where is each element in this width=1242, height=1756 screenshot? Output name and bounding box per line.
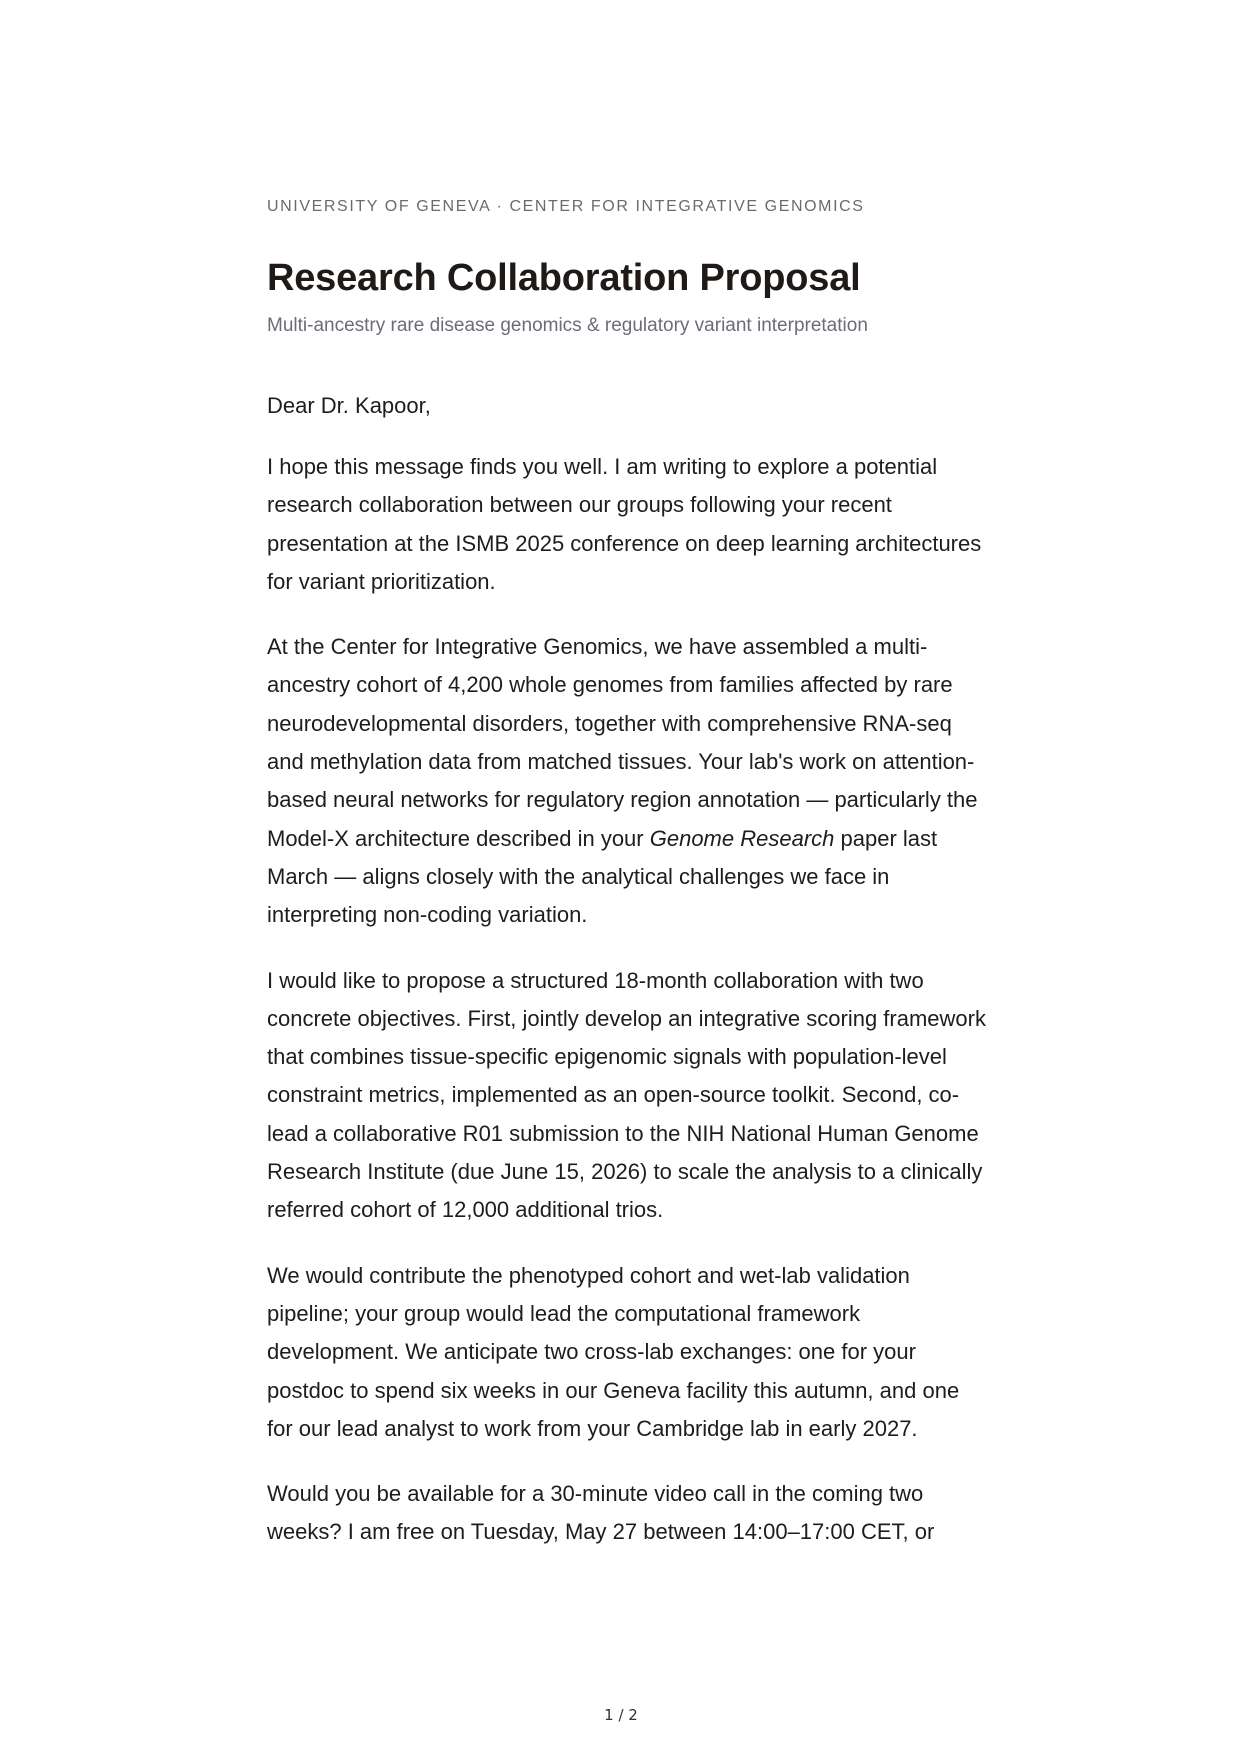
paragraph-intro: I hope this message finds you well. I am writing to explore a potential research collaboration between our groups following your recent presentation at the ISMB 2025 conference on deep learning architectures for variant prioritization. xyxy=(267,454,982,594)
salutation: Dear Dr. Kapoor, xyxy=(267,393,431,418)
paragraph-proposal: I would like to propose a structured 18-month collaboration with two concrete objectives. First, jointly develop an integrative scoring framework that combines tissue-specific epigenomic signals with population-level constraint metrics, implemented as an open-source toolkit. Second, co-lead a collaborative R01 submission to the NIH National Human Genome Research Institute (due June 15, 2026) to scale the analysis to a clinically referred cohort of 12,000 additional trios. xyxy=(267,967,986,1223)
document-title: Research Collaboration Proposal xyxy=(267,257,861,299)
paragraph-contributions: We would contribute the phenotyped cohort and wet-lab validation pipeline; your group would lead the computational framework development. We anticipate two cross-lab exchanges: one for your postdoc to spend six weeks in our Geneva facility this autumn, and one for our lead analyst to work from your Cambridge lab in early 2027. xyxy=(267,1262,960,1441)
paragraph-meeting-request: Would you be available for a 30-minute video call in the coming two weeks? I am free on Tuesday, May 27 between 14:00–17:00 CET, or xyxy=(267,1481,935,1545)
journal-name: Genome Research xyxy=(649,825,835,851)
document-subtitle: Multi-ancestry rare disease genomics & regulatory variant interpretation xyxy=(267,315,868,336)
page-number: 1 / 2 xyxy=(604,1706,638,1724)
letter-page xyxy=(267,195,987,1552)
institution-header: UNIVERSITY OF GENEVA · CENTER FOR INTEGRATIVE GENOMICS xyxy=(267,198,865,215)
paragraph-cohort xyxy=(267,628,987,934)
paragraph-cohort-text-start: At the Center for Integrative Genomics, we have assembled a multi-ancestry cohort of 4,200 whole genomes from families affected by rare neurodevelopmental disorders, together with comprehensive RNA-seq and methylation data from matched tissues. Your lab's work on attention-based neural networks for regulatory region annotation — particularly the Model-X architecture described in your xyxy=(267,634,978,851)
paragraph-cohort-text-end: paper last March — aligns closely with the analytical challenges we face in interpreting non-coding variation. xyxy=(267,825,938,928)
